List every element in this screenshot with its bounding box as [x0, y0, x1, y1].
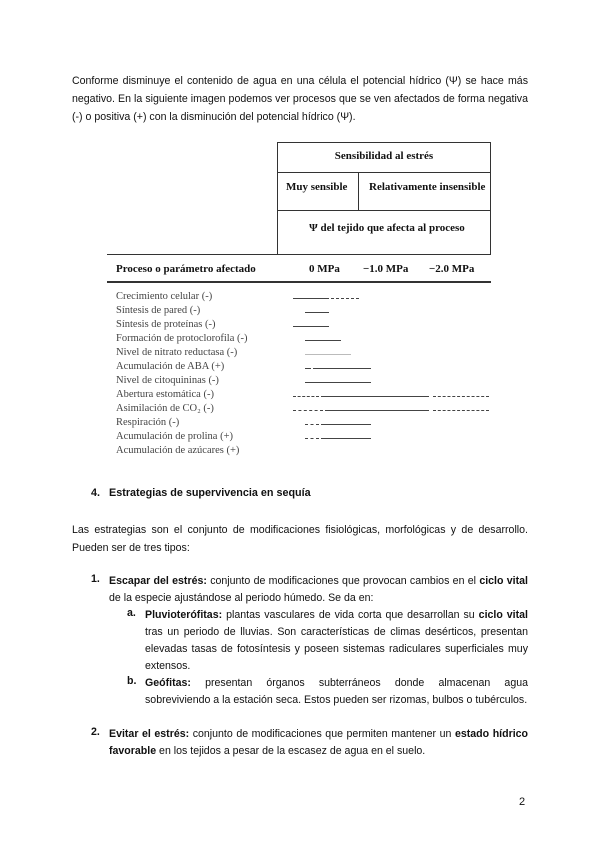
list-item	[109, 573, 528, 607]
process-label: Nivel de citoquininas (-)	[116, 375, 219, 386]
term: ciclo vital	[478, 609, 528, 621]
range-bar	[293, 396, 319, 397]
process-label: Abertura estomática (-)	[116, 389, 214, 400]
intro-paragraph	[72, 72, 528, 126]
range-bar	[325, 410, 429, 411]
intro-text-b: En la siguiente imagen podemos ver procesos que se ven afectados de forma negativa (-) o positiva (+) con la disminución del potencial hídrico (Ψ).	[72, 93, 528, 123]
range-bar	[305, 368, 311, 369]
term: estado hídrico favorable	[109, 728, 529, 757]
sublist-letter: a.	[127, 607, 136, 619]
list-text: de la especie ajustándose al periodo húmedo. Se da en:	[109, 592, 374, 604]
range-bar	[433, 396, 489, 397]
list-text: tras un periodo de lluvias. Son características de climas desérticos, presentan elevadas tasas de fotosíntesis y poseen sistemas radiculares superficiales muy extensos.	[145, 626, 528, 672]
range-bar	[305, 382, 371, 383]
range-bar	[321, 396, 429, 397]
range-bar	[305, 424, 319, 425]
header-title: Sensibilidad al estrés	[334, 150, 434, 162]
process-label: Nivel de nitrato reductasa (-)	[116, 347, 238, 358]
process-label: Síntesis de pared (-)	[116, 305, 201, 316]
page-number: 2	[519, 796, 526, 808]
term: Pluvioterófitas:	[145, 609, 223, 621]
process-label: Síntesis de proteínas (-)	[116, 319, 216, 330]
section-number: 4.	[91, 487, 101, 499]
section-heading	[91, 487, 311, 499]
range-bar	[321, 438, 371, 439]
process-label: Acumulación de ABA (+)	[116, 361, 225, 372]
list-text: plantas vasculares de vida corta que desarrollan su	[222, 609, 479, 621]
process-label: Asimilación de CO₂ (-)	[116, 403, 214, 414]
list-number: 1.	[91, 573, 100, 585]
mpa-1: −1.0 MPa	[363, 263, 409, 275]
range-bar	[321, 424, 371, 425]
term: ciclo vital	[479, 575, 528, 587]
process-label: Crecimiento celular (-)	[116, 291, 213, 302]
range-bar	[313, 368, 371, 369]
process-label: Respiración (-)	[116, 417, 180, 428]
range-bar	[305, 438, 319, 439]
list-text: presentan órganos subterráneos donde almacenan agua sobreviviendo a la estación seca. Estos pueden ser rizomas, bulbos o tubérculos.	[145, 677, 528, 706]
mpa-2: −2.0 MPa	[429, 263, 475, 275]
process-label: Formación de protoclorofila (-)	[116, 333, 248, 344]
range-bar	[293, 298, 329, 299]
process-label: Acumulación de prolina (+)	[116, 431, 234, 442]
range-bar	[433, 410, 489, 411]
range-bar	[293, 410, 323, 411]
range-bar	[305, 354, 351, 355]
list-item	[109, 726, 528, 760]
section-intro: Las estrategias son el conjunto de modificaciones fisiológicas, morfológicas y de desarrollo. Pueden ser de tres tipos:	[72, 524, 528, 554]
list-number: 2.	[91, 726, 100, 738]
list-text: conjunto de modificaciones que permiten mantener un	[189, 728, 455, 740]
sublist-item	[145, 675, 528, 709]
sublist-item	[145, 607, 528, 675]
psi-label: Ψ del tejido que afecta al proceso	[309, 222, 465, 234]
term: Evitar el estrés:	[109, 728, 190, 740]
section-title: Estrategias de supervivencia en sequía	[109, 487, 311, 499]
col-muy-sensible: Muy sensible	[286, 181, 348, 193]
intro-text-a: Conforme disminuye el contenido de agua en una célula el potencial hídrico (Ψ) se hace más negativo.	[72, 75, 528, 105]
range-bar	[331, 298, 359, 299]
term: Escapar del estrés:	[109, 575, 207, 587]
mpa-0: 0 MPa	[309, 263, 340, 275]
range-bar	[305, 312, 329, 313]
process-label: Acumulación de azúcares (+)	[116, 445, 240, 456]
stress-sensitivity-figure	[107, 140, 491, 464]
term: Geófitas:	[145, 677, 191, 689]
sublist-letter: b.	[127, 675, 137, 687]
col-relativamente-insensible: Relativamente insensible	[369, 181, 486, 193]
row-header: Proceso o parámetro afectado	[116, 263, 256, 275]
range-bar	[305, 340, 341, 341]
list-text: en los tejidos a pesar de la escasez de agua en el suelo.	[156, 745, 426, 757]
list-text: conjunto de modificaciones que provocan cambios en el	[206, 575, 480, 587]
range-bar	[293, 326, 329, 327]
